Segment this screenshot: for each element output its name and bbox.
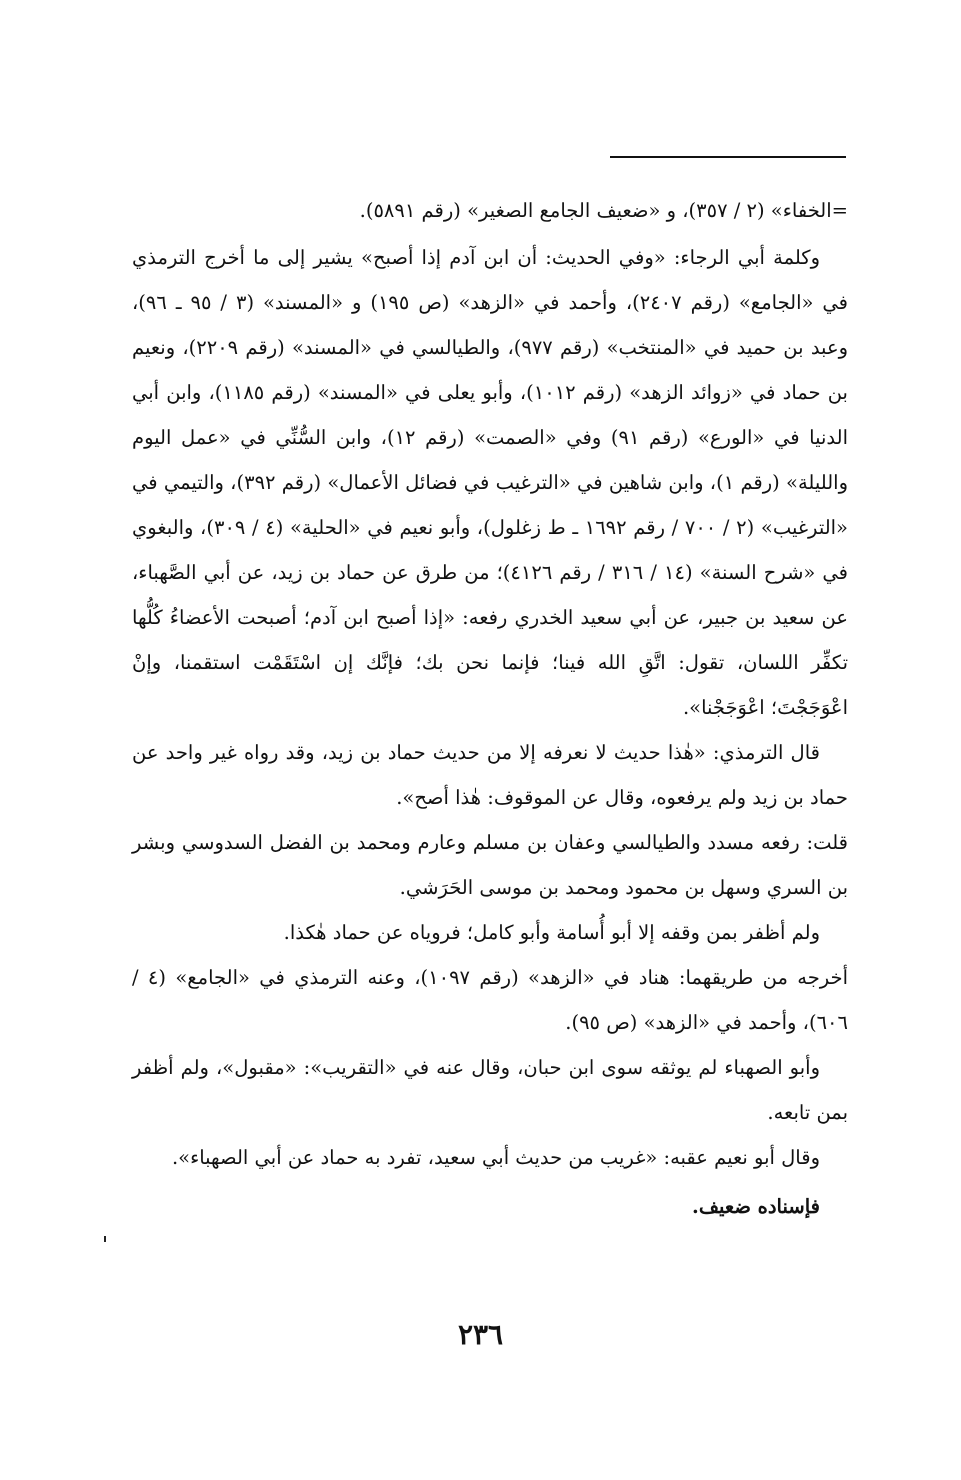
paragraph-3: قلت: رفعه مسدد والطيالسي وعفان بن مسلم وعارم ومحمد بن الفضل السدوسي وبشر بن السري وسهل بن محمود ومحمد بن موسى الحَرَشي.	[132, 831, 848, 899]
paragraph-2: قال الترمذي: «هٰذا حديث لا نعرفه إلا من حديث حماد بن زيد، وقد رواه غير واحد عن حماد بن زيد ولم يرفعوه، وقال عن الموقوف: هٰذا أصح».	[132, 741, 848, 809]
page-number: ٢٣٦	[457, 1318, 504, 1351]
paragraph-5: أخرجه من طريقهما: هناد في «الزهد» (رقم ١٠٩٧)، وعنه الترمذي في «الجامع» (٤ / ٦٠٦)، وأحمد في «الزهد» (ص ٩٥).	[132, 966, 848, 1034]
conclusion: فإسناده ضعيف.	[692, 1195, 820, 1218]
page-text	[132, 188, 848, 1229]
paragraph-7: وقال أبو نعيم عقبه: «غريب من حديث أبي سعيد، تفرد به حماد عن أبي الصهباء».	[171, 1146, 820, 1169]
footnote-separator-rule	[610, 156, 846, 158]
paragraph-1: وكلمة أبي الرجاء: «وفي الحديث: أن ابن آدم إذا أصبح» يشير إلى ما أخرج الترمذي في «الجامع» (رقم ٢٤٠٧)، وأحمد في «الزهد» (ص ١٩٥) و «المسند» (٣ / ٩٥ ـ ٩٦)، وعبد بن حميد في «المنتخب» (رقم ٩٧٧)، والطيالسي في «المسند» (رقم ٢٢٠٩)، ونعيم بن حماد في «زوائد الزهد» (رقم ١٠١٢)، وأبو يعلى في «المسند» (رقم ١١٨٥)، وابن أبي الدنيا في «الورع» (رقم ٩١) وفي «الصمت» (رقم ١٢)، وابن السُّنِّي في «عمل اليوم والليلة» (رقم ١)، وابن شاهين في «الترغيب في فضائل الأعمال» (رقم ٣٩٢)، والتيمي في «الترغيب» (٢ / ٧٠٠ / رقم ١٦٩٢ ـ ط زغلول)، وأبو نعيم في «الحلية» (٤ / ٣٠٩)، والبغوي في «شرح السنة» (١٤ / ٣١٦ / رقم ٤١٢٦)؛ من طرق عن حماد بن زيد، عن أبي الصَّهباء، عن سعيد بن جبير، عن أبي سعيد الخدري رفعه: «إذا أصبح ابن آدم؛ أصبحت الأعضاءُ كُلُّها تكفِّر اللسان، تقول: اتَّقِ الله فينا؛ فإنما نحن بك؛ فإنَّك إن اسْتَقَمْت استقمنا، وإنْ اعْوَجَجْتَ؛ اعْوَجَجْنا».	[132, 246, 849, 719]
paragraph-4: ولم أظفر بمن وقفه إلا أبو أُسامة وأبو كامل؛ فروياه عن حماد هٰكذا.	[283, 921, 820, 944]
footnote-continuation: =الخفاء» (٢ / ٣٥٧)، و «ضعيف الجامع الصغير» (رقم ٥٨٩١).	[359, 199, 848, 222]
margin-mark	[104, 1236, 106, 1242]
paragraph-6: وأبو الصهباء لم يوثقه سوى ابن حبان، وقال عنه في «التقريب»: «مقبول»، ولم أظفر بمن تابعه.	[132, 1056, 848, 1124]
